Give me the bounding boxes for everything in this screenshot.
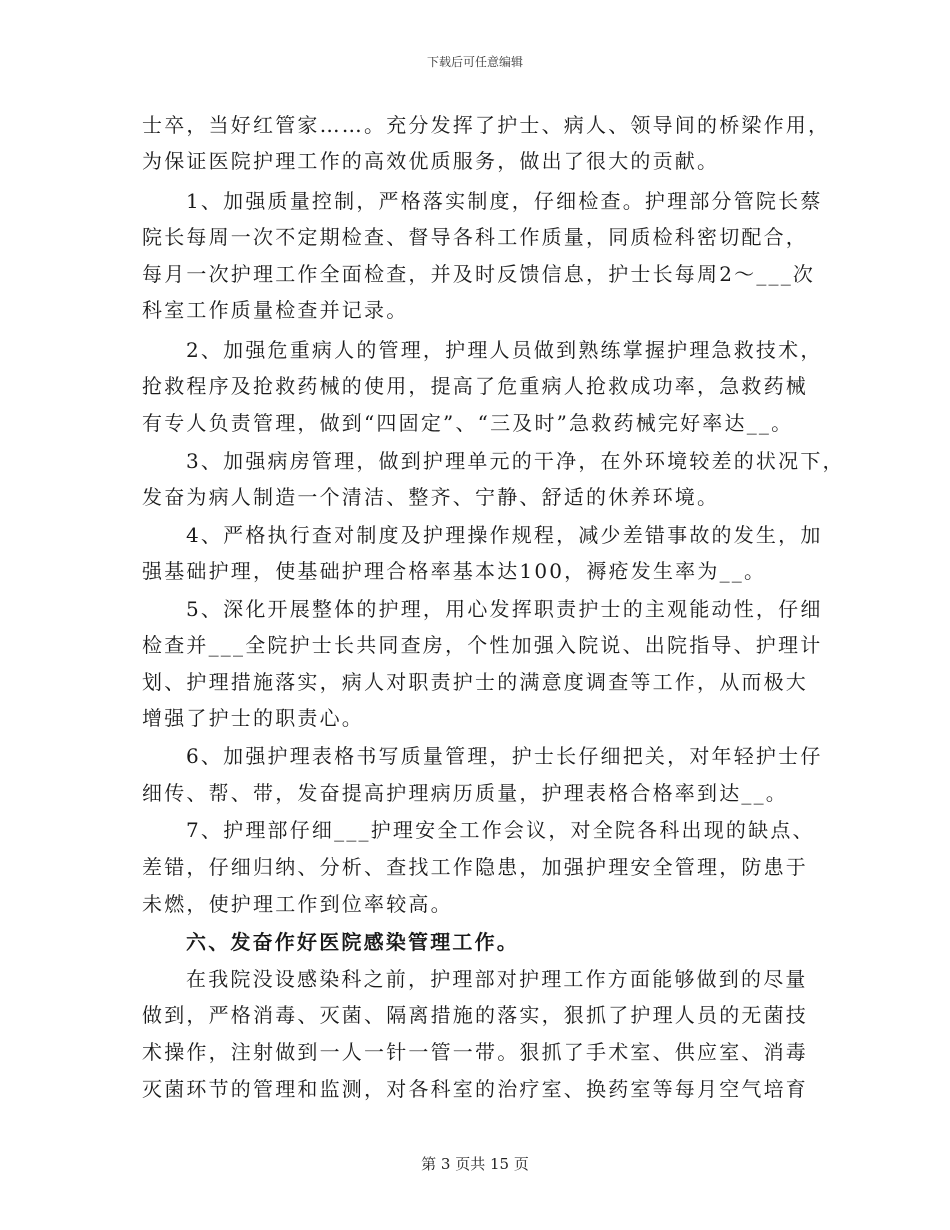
text-line: 增强了护士的职责心。 — [142, 706, 364, 730]
text-line: 划、护理措施落实，病人对职责护士的满意度调查等工作，从而极大 — [142, 670, 808, 694]
text-line: 术操作，注射做到一人一针一管一带。狠抓了手术室、供应室、消毒 — [142, 1040, 808, 1064]
text-line: 6、加强护理表格书写质量管理，护士长仔细把关，对年轻护士仔 — [186, 744, 823, 768]
page-footer: 第 3 页共 15 页 — [421, 1155, 529, 1173]
text-line: 5、深化开展整体的护理，用心发挥职责护士的主观能动性，仔细 — [186, 597, 823, 621]
text-line: 1、加强质量控制，严格落实制度，仔细检查。护理部分管院长蔡 — [186, 189, 823, 213]
text-line: 抢救程序及抢救药械的使用，提高了危重病人抢救成功率，急救药械 — [142, 374, 808, 398]
text-line: 差错，仔细归纳、分析、查找工作隐患，加强护理安全管理，防患于 — [142, 855, 808, 879]
section-heading: 六、发奋作好医院感染管理工作。 — [186, 930, 519, 954]
page-header: 下载后可任意编辑 — [426, 55, 523, 69]
text-line: 未燃，使护理工作到位率较高。 — [142, 892, 453, 916]
text-line: 在我院没设感染科之前，护理部对护理工作方面能够做到的尽量 — [186, 967, 808, 991]
text-line: 2、加强危重病人的管理，护理人员做到熟练掌握护理急救技术， — [186, 338, 823, 362]
text-line: 士卒，当好红管家……。充分发挥了护士、病人、领导间的桥梁作用， — [142, 113, 831, 137]
text-line: 科室工作质量检查并记录。 — [142, 298, 409, 322]
text-line: 有专人负责管理，做到“四固定”、“三及时”急救药械完好率达__。 — [142, 411, 794, 435]
text-line: 灭菌环节的管理和监测，对各科室的治疗室、换药室等每月空气培育 — [142, 1077, 808, 1101]
text-line: 做到，严格消毒、灭菌、隔离措施的落实，狠抓了护理人员的无菌技 — [142, 1003, 808, 1027]
text-line: 3、加强病房管理，做到护理单元的干净，在外环境较差的状况下， — [186, 449, 845, 473]
text-line: 为保证医院护理工作的高效优质服务，做出了很大的贡献。 — [142, 149, 720, 173]
text-line: 强基础护理，使基础护理合格率基本达100，褥疮发生率为__。 — [142, 559, 767, 583]
text-line: 检查并___全院护士长共同查房，个性加强入院说、出院指导、护理计 — [142, 633, 823, 657]
text-line: 发奋为病人制造一个清洁、整齐、宁静、舒适的休养环境。 — [142, 485, 720, 509]
text-line: 4、严格执行查对制度及护理操作规程，减少差错事故的发生，加 — [186, 523, 823, 547]
text-line: 每月一次护理工作全面检查，并及时反馈信息，护士长每周2～___次 — [142, 262, 816, 286]
text-line: 院长每周一次不定期检查、督导各科工作质量，同质检科密切配合， — [142, 225, 808, 249]
text-line: 细传、帮、带，发奋提高护理病历质量，护理表格合格率到达__。 — [142, 781, 788, 805]
text-line: 7、护理部仔细___护理安全工作会议，对全院各科出现的缺点、 — [186, 818, 815, 842]
